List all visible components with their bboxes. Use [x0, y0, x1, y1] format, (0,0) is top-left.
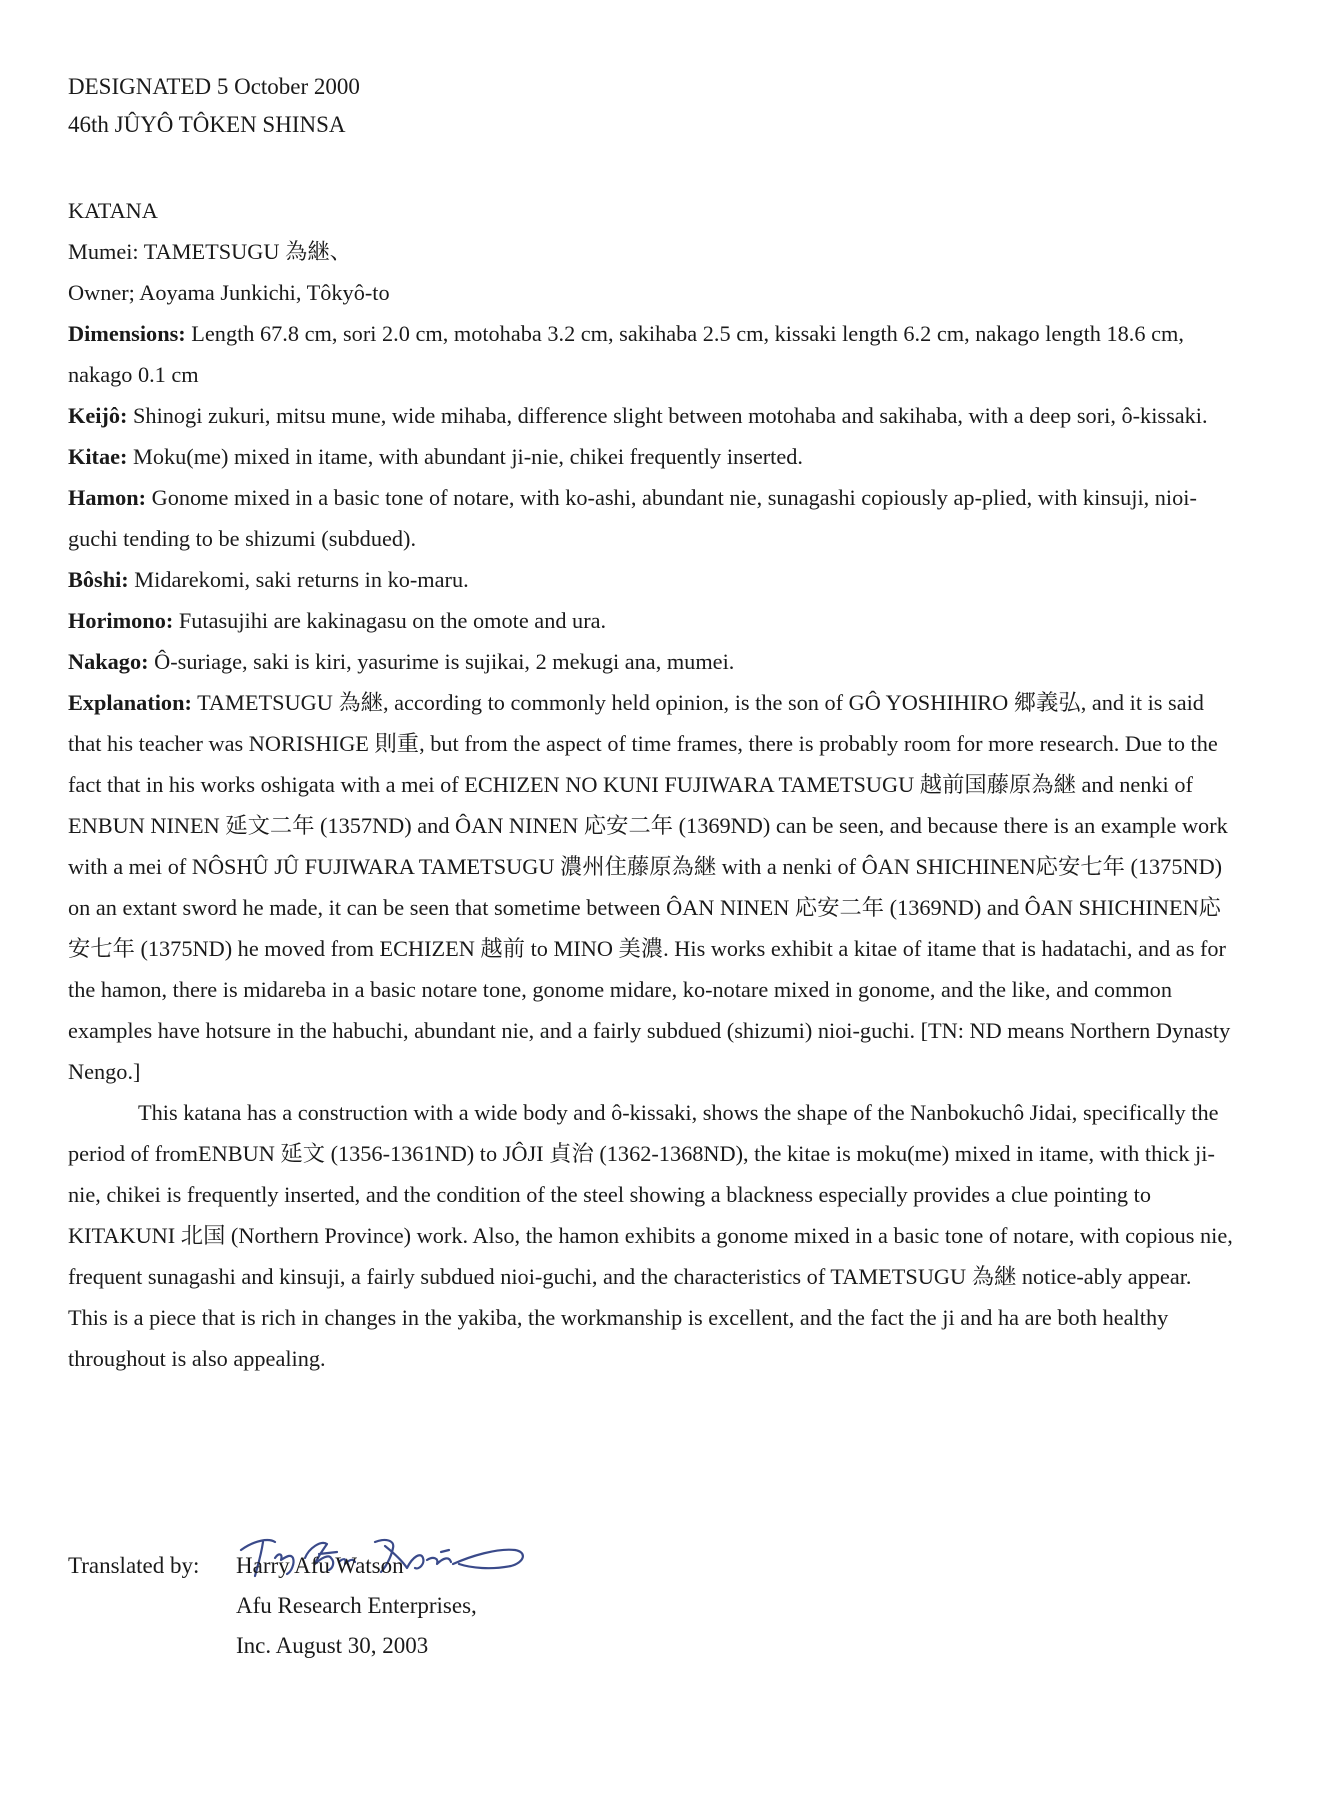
- field-label: Keijô:: [68, 403, 128, 428]
- sword-type: KATANA: [68, 198, 158, 223]
- field-label: Hamon:: [68, 485, 147, 510]
- header: [68, 68, 360, 144]
- field-label: Nakago:: [68, 649, 149, 674]
- field-dimensions: [68, 313, 1233, 395]
- field-text: Shinogi zukuri, mitsu mune, wide mihaba, difference slight between motohaba and sakihaba, with a deep sori, ô-kissaki.: [133, 403, 1208, 428]
- translated-by-label: Translated by:: [68, 1553, 200, 1578]
- explanation-label: Explanation:: [68, 690, 192, 715]
- field-keijo: [68, 395, 1233, 436]
- field-text: Gonome mixed in a basic tone of notare, with ko-ashi, abundant nie, sunagashi copiously ap-plied, with kinsuji, nioi-guchi tending to be shizumi (subdued).: [68, 485, 1197, 551]
- field-nakago: [68, 641, 1233, 682]
- field-text: Midarekomi, saki returns in ko-maru.: [134, 567, 469, 592]
- field-text: Moku(me) mixed in itame, with abundant ji-nie, chikei frequently inserted.: [133, 444, 803, 469]
- field-label: Horimono:: [68, 608, 174, 633]
- assessment-paragraph: This katana has a construction with a wide body and ô-kissaki, shows the shape of the Nanbokuchô Jidai, specifically the period of fromENBUN 延文 (1356-1361ND) to JÔJI 貞治 (1362-1368ND), the kitae is moku(me) mixed in itame, with thick ji-nie, chikei is frequently inserted, and the condition of the steel showing a blackness especially provides a clue pointing to KITAKUNI 北国 (Northern Province) work. Also, the hamon exhibits a gonome mixed in a basic tone of notare, with copious nie, frequent sunagashi and kinsuji, a fairly subdued nioi-guchi, and the characteristics of TAMETSUGU 為継 notice-ably appear. This is a piece that is rich in changes in the yakiba, the workmanship is excellent, and the fact the ji and ha are both healthy throughout is also appealing.: [68, 1100, 1233, 1371]
- field-kitae: [68, 436, 1233, 477]
- field-hamon: [68, 477, 1233, 559]
- translator-company: Afu Research Enterprises,: [236, 1593, 477, 1618]
- explanation-paragraph: [68, 682, 1233, 1092]
- designation-date: DESIGNATED 5 October 2000: [68, 74, 360, 99]
- sword-mumei: Mumei: TAMETSUGU 為継、: [68, 239, 352, 264]
- translator-block: [68, 1546, 477, 1666]
- sword-owner: Owner; Aoyama Junkichi, Tôkyô-to: [68, 280, 390, 305]
- field-label: Dimensions:: [68, 321, 186, 346]
- explanation-text: TAMETSUGU 為継, according to commonly held opinion, is the son of GÔ YOSHIHIRO 郷義弘, and it is said that his teacher was NORISHIGE 則重, but from the aspect of time frames, there is probably room for more research. Due to the fact that in his works oshigata with a mei of ECHIZEN NO KUNI FUJIWARA TAMETSUGU 越前国藤原為継 and nenki of ENBUN NINEN 延文二年 (1357ND) and ÔAN NINEN 応安二年 (1369ND) can be seen, and because there is an example work with a mei of NÔSHÛ JÛ FUJIWARA TAMETSUGU 濃州住藤原為継 with a nenki of ÔAN SHICHINEN応安七年 (1375ND) on an extant sword he made, it can be seen that sometime between ÔAN NINEN 応安二年 (1369ND) and ÔAN SHICHINEN応安七年 (1375ND) he moved from ECHIZEN 越前 to MINO 美濃. His works exhibit a kitae of itame that is hadatachi, and as for the hamon, there is midareba in a basic notare tone, gonome midare, ko-notare mixed in gonome, and the like, and common examples have hotsure in the habuchi, abundant nie, and a fairly subdued (shizumi) nioi-guchi. [TN: ND means Northern Dynasty Nengo.]: [68, 690, 1231, 1084]
- field-horimono: [68, 600, 1233, 641]
- field-boshi: [68, 559, 1233, 600]
- field-text: Length 67.8 cm, sori 2.0 cm, motohaba 3.2 cm, sakihaba 2.5 cm, kissaki length 6.2 cm, nakago length 18.6 cm, nakago 0.1 cm: [68, 321, 1184, 387]
- field-text: Futasujihi are kakinagasu on the omote and ura.: [178, 608, 607, 633]
- translator-name: Harry Afu Watson: [236, 1553, 404, 1578]
- translation-date: Inc. August 30, 2003: [236, 1633, 429, 1658]
- document-body: [68, 190, 1233, 1379]
- field-text: Ô-suriage, saki is kiri, yasurime is sujikai, 2 mekugi ana, mumei.: [154, 649, 735, 674]
- field-label: Kitae:: [68, 444, 128, 469]
- field-label: Bôshi:: [68, 567, 129, 592]
- shinsa-title: 46th JÛYÔ TÔKEN SHINSA: [68, 112, 346, 137]
